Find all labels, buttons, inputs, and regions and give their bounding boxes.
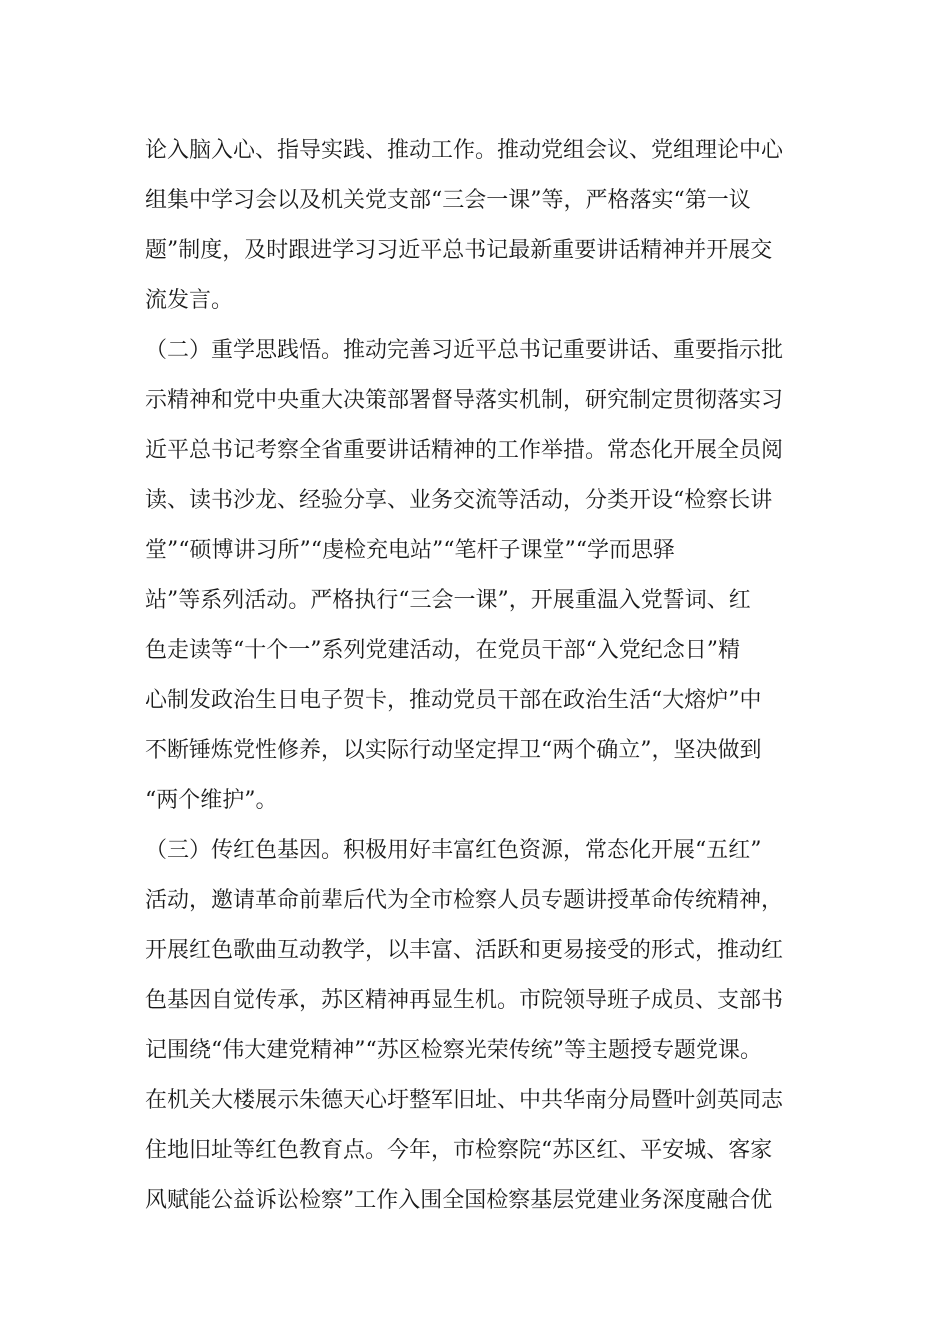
text-line: 流发言。 [145,288,234,313]
text-line: 开展红色歌曲互动教学，以丰富、活跃和更易接受的形式，推动红 [145,938,784,963]
section-heading-line: （二）重学思践悟。推动完善习近平总书记重要讲话、重要指示批 [145,338,784,363]
text-line: 色走读等“十个一”系列党建活动，在党员干部“入党纪念日”精 [145,638,740,663]
text-line: “两个维护”。 [145,788,278,813]
text-line: 记围绕“伟大建党精神”“苏区检察光荣传统”等主题授专题党课。 [145,1038,762,1063]
text-line: 论入脑入心、指导实践、推动工作。推动党组会议、党组理论中心 [145,138,784,163]
text-line: 活动，邀请革命前辈后代为全市检察人员专题讲授革命传统精神， [145,888,784,913]
text-line: 站”等系列活动。严格执行“三会一课”，开展重温入党誓词、红 [145,588,751,613]
text-line: 读、读书沙龙、经验分享、业务交流等活动，分类开设“检察长讲 [145,488,773,513]
text-line: 风赋能公益诉讼检察”工作入围全国检察基层党建业务深度融合优 [145,1188,773,1213]
text-line: 不断锤炼党性修养，以实际行动坚定捍卫“两个确立”，坚决做到 [145,738,762,763]
text-line: 在机关大楼展示朱德天心圩整军旧址、中共华南分局暨叶剑英同志 [145,1088,784,1113]
text-line: 色基因自觉传承，苏区精神再显生机。市院领导班子成员、支部书 [145,988,784,1013]
text-line: 题”制度，及时跟进学习习近平总书记最新重要讲话精神并开展交 [145,238,773,263]
text-line: 住地旧址等红色教育点。今年，市检察院“苏区红、平安城、客家 [145,1138,773,1163]
text-line: 近平总书记考察全省重要讲话精神的工作举措。常态化开展全员阅 [145,438,784,463]
text-line: 堂”“硕博讲习所”“虔检充电站”“笔杆子课堂”“学而思驿 [145,538,675,563]
text-line: 组集中学习会以及机关党支部“三会一课”等，严格落实“第一议 [145,188,751,213]
text-line: 示精神和党中央重大决策部署督导落实机制，研究制定贯彻落实习 [145,388,784,413]
section-heading-line: （三）传红色基因。积极用好丰富红色资源，常态化开展“五红” [145,838,762,863]
text-line: 心制发政治生日电子贺卡，推动党员干部在政治生活“大熔炉”中 [145,688,762,713]
